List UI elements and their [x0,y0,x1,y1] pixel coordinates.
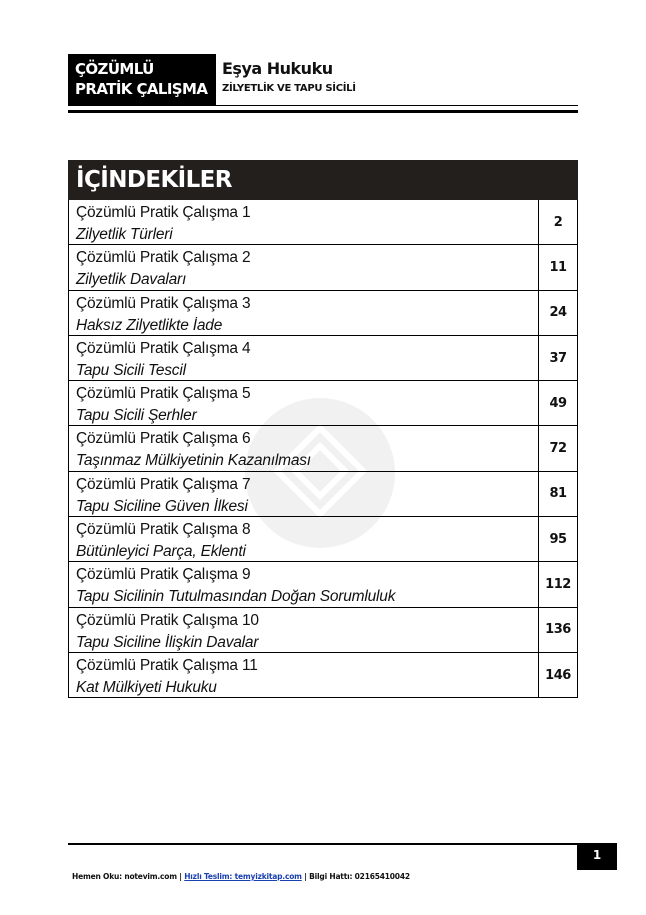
toc-entry-page: 81 [549,486,567,502]
table-of-contents [68,160,578,698]
toc-list [68,200,578,698]
toc-heading: İÇİNDEKİLER [68,160,578,200]
toc-entry-title: Çözümlü Pratik Çalışma 8 [76,521,251,539]
header-divider-thick [68,110,578,113]
toc-entry-subtitle: Tapu Sicili Şerhler [76,407,197,425]
toc-entry-subtitle: Tapu Sicilinin Tutulmasından Doğan Sorumluluk [76,588,396,606]
toc-entry-page: 37 [549,350,567,366]
toc-entry-title: Çözümlü Pratik Çalışma 10 [76,611,259,629]
toc-entry-page: 49 [549,395,567,411]
toc-entry-page: 2 [553,214,563,230]
toc-row[interactable] [68,245,578,290]
toc-entry-title: Çözümlü Pratik Çalışma 2 [76,249,251,267]
page-number: 1 [577,843,617,870]
footer-read-label: Hemen Oku: notevim.com [72,872,177,881]
toc-entry-title: Çözümlü Pratik Çalışma 6 [76,430,251,448]
footer-separator: | [176,872,185,881]
toc-row[interactable] [68,381,578,426]
footer-separator: | [301,872,310,881]
toc-row[interactable] [68,562,578,607]
toc-row[interactable] [68,608,578,653]
toc-row[interactable] [68,336,578,381]
series-badge-line2: PRATİK ÇALIŞMA [75,80,208,98]
toc-entry-page: 112 [545,577,571,593]
footer-delivery-link[interactable]: Hızlı Teslim: temyizkitap.com [184,872,302,881]
toc-entry-page: 95 [549,531,567,547]
toc-entry-page: 11 [549,259,567,275]
header-titles [222,58,356,94]
toc-row[interactable] [68,291,578,336]
toc-entry-title: Çözümlü Pratik Çalışma 3 [76,294,251,312]
footer-divider [68,843,578,845]
toc-entry-page: 24 [549,305,567,321]
toc-entry-subtitle: Haksız Zilyetlikte İade [76,316,223,334]
footer-info [72,872,410,881]
book-title: Eşya Hukuku [222,59,333,78]
series-badge [68,54,216,105]
toc-entry-subtitle: Bütünleyici Parça, Eklenti [76,543,246,561]
header-divider-thin [68,105,578,106]
toc-entry-subtitle: Zilyetlik Türleri [76,226,173,243]
toc-entry-title: Çözümlü Pratik Çalışma 5 [76,385,251,403]
toc-entry-title: Çözümlü Pratik Çalışma 11 [76,656,258,674]
toc-row[interactable] [68,200,578,245]
toc-entry-title: Çözümlü Pratik Çalışma 7 [76,475,251,493]
toc-entry-subtitle: Kat Mülkiyeti Hukuku [76,678,217,696]
toc-entry-page: 146 [545,667,571,683]
toc-entry-title: Çözümlü Pratik Çalışma 1 [76,204,251,221]
toc-entry-page: 136 [545,622,571,638]
book-subtitle: ZİLYETLİK VE TAPU SİCİLİ [222,83,356,94]
toc-entry-subtitle: Tapu Siciline Güven İlkesi [76,497,248,515]
series-badge-line1: ÇÖZÜMLÜ [75,60,154,78]
toc-entry-page: 72 [549,441,567,457]
toc-row[interactable] [68,517,578,562]
footer-hotline: Bilgi Hattı: 02165410042 [309,872,410,881]
toc-row[interactable] [68,426,578,471]
toc-row[interactable] [68,653,578,698]
toc-entry-subtitle: Tapu Sicili Tescil [76,361,186,379]
toc-entry-subtitle: Zilyetlik Davaları [76,271,187,289]
toc-row[interactable] [68,472,578,517]
toc-entry-title: Çözümlü Pratik Çalışma 4 [76,339,251,357]
toc-entry-title: Çözümlü Pratik Çalışma 9 [76,566,251,584]
toc-entry-subtitle: Taşınmaz Mülkiyetinin Kazanılması [76,452,311,470]
toc-entry-subtitle: Tapu Siciline İlişkin Davalar [76,633,259,651]
